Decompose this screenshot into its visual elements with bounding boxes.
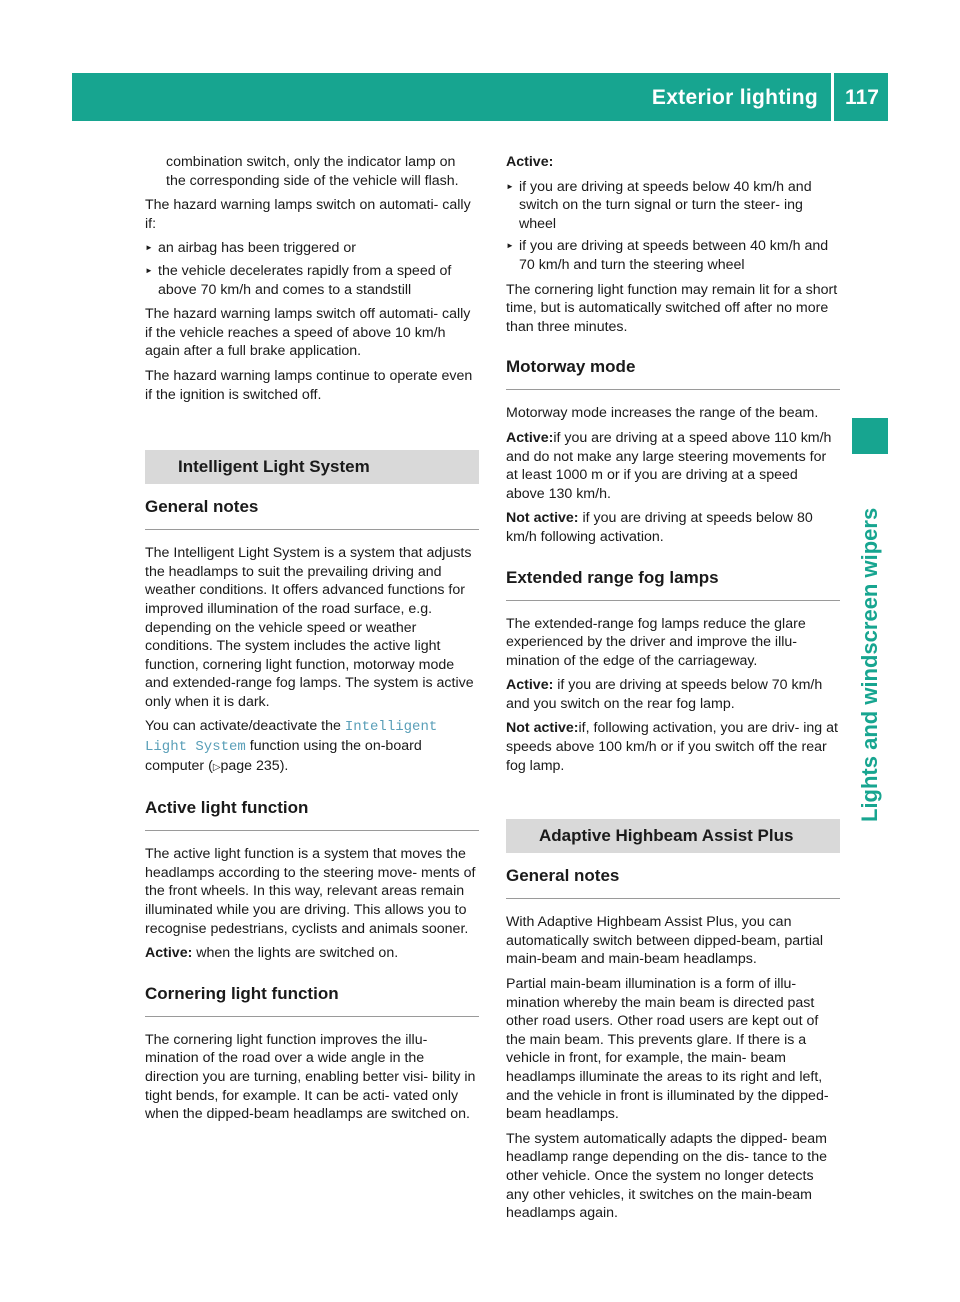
- header-divider: [831, 73, 834, 121]
- chapter-tab-marker: [852, 418, 888, 454]
- right-column: [506, 153, 840, 1229]
- page-reference-link[interactable]: page 235).: [220, 757, 289, 774]
- left-column: [145, 153, 479, 1130]
- list-item: ► an airbag has been triggered or: [145, 239, 479, 258]
- subsection-heading-general-notes: General notes: [145, 496, 479, 530]
- fog-text: The extended-range fog lamps reduce the glare experienced by the driver and improve the illu- mination of the edge of the carriageway.: [506, 615, 806, 669]
- menu-item-code: Intelligent Light System: [145, 719, 438, 756]
- ahap-text-1: With Adaptive Highbeam Assist Plus, you can automatically switch between dipped-beam, partial main-beam and main-beam headlamps.: [506, 914, 824, 968]
- page-title: Exterior lighting: [651, 86, 818, 109]
- list-item: ► if you are driving at speeds below 40 km/h and switch on the turn signal or turn the steer- ing wheel: [506, 178, 840, 234]
- chapter-tab-label: Lights and windscreen wipers: [857, 507, 882, 822]
- subsection-heading-active-light: Active light function: [145, 797, 479, 831]
- subsection-heading-cornering: Cornering light function: [145, 983, 479, 1017]
- activate-text: You can activate/deactivate the Intelligent Light System function using the on-board computer (▷page 235).: [145, 718, 438, 774]
- subsection-heading-general-notes: General notes: [506, 865, 840, 899]
- fog-active: Active: if you are driving at speeds below 70 km/h and you switch on the rear fog lamp.: [506, 677, 823, 712]
- fog-not-active: Not active:if, following activation, you are driv- ing at speeds above 100 km/h or if you switch off the rear fog lamp.: [506, 720, 838, 774]
- hazard-auto-off-text: The hazard warning lamps switch off automati- cally if the vehicle reaches a speed of above 10 km/h again after a full brake application.: [145, 306, 471, 360]
- motorway-text: Motorway mode increases the range of the beam.: [506, 405, 819, 422]
- list-item: ► the vehicle decelerates rapidly from a speed of above 70 km/h and comes to a standstill: [145, 262, 479, 299]
- subsection-heading-fog: Extended range fog lamps: [506, 567, 840, 601]
- motorway-not-active: Not active: if you are driving at speeds below 80 km/h following activation.: [506, 510, 813, 545]
- intro-continuation: combination switch, only the indicator lamp on the corresponding side of the vehicle will flash.: [166, 154, 459, 189]
- cornering-text: The cornering light function improves the illu- mination of the road over a wide angle in the direction you are turning, enabling better visi- bility in tight bends, for example. It can be acti- vated only when the dipped-beam headlamps are switched on.: [145, 1031, 476, 1123]
- subsection-heading-motorway: Motorway mode: [506, 356, 840, 390]
- hazard-auto-on-text: The hazard warning lamps switch on automati- cally if:: [145, 197, 471, 232]
- page-reference-icon: ▷: [212, 761, 221, 773]
- ahap-text-3: The system automatically adapts the dipped- beam headlamp range depending on the dis- tance to the other vehicle. Once the system no longer detects any other vehicles, it switches on the main-beam headlamps again.: [506, 1130, 828, 1222]
- cornering-remain-text: The cornering light function may remain lit for a short time, but is automatically switched off after no more than three minutes.: [506, 281, 838, 335]
- active-light-text: The active light function is a system that moves the headlamps according to the steering move- ments of the front wheels. In this way, relevant areas remain illuminated while you are driving. This allows you to recognise pedestrians, cyclists and animals sooner.: [145, 846, 476, 937]
- active-conditions-list: [506, 178, 840, 275]
- list-item: ► if you are driving at speeds between 40 km/h and 70 km/h and turn the steering wheel: [506, 237, 840, 274]
- section-heading-ils: Intelligent Light System: [145, 450, 479, 484]
- active-label: Active:: [506, 154, 554, 170]
- hazard-conditions-list: [145, 239, 479, 299]
- general-notes-text: The Intelligent Light System is a system that adjusts the headlamps to suit the prevailing driving and weather conditions. It offers advanced functions for improved illumination of the road surface, e.g. depending on the vehicle speed or weather conditions. The system includes the active light function, cornering light function, motorway mode and extended-range fog lamps. The system is active only when it is dark.: [145, 545, 474, 710]
- motorway-active: Active:if you are driving at a speed above 110 km/h and do not make any large steering movements for at least 1000 m or if you are driving at a speed above 130 km/h.: [506, 429, 832, 502]
- hazard-continue-text: The hazard warning lamps continue to operate even if the ignition is switched off.: [145, 367, 473, 403]
- page-number: 117: [845, 86, 879, 109]
- active-light-status: Active: when the lights are switched on.: [145, 945, 399, 962]
- ahap-text-2: Partial main-beam illumination is a form of illu- mination whereby the main beam is directed past other road users. Other road users are kept out of the main beam. This prevents glare. If there is a vehicle in front, for example, the main- beam headlamps illuminate the areas to its right and left, and the vehicle in front is illuminated by the dipped-beam headlamps.: [506, 976, 829, 1123]
- section-heading-ahap: Adaptive Highbeam Assist Plus: [506, 819, 840, 853]
